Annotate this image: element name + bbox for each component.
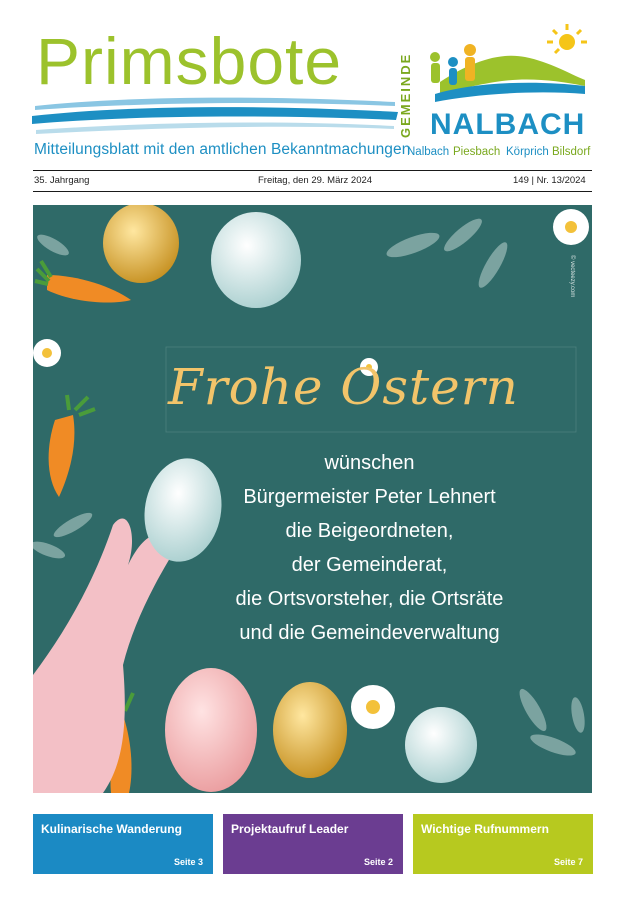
issue-date: Freitag, den 29. März 2024 [258, 175, 373, 186]
greeting-line [90, 622, 625, 645]
image-copyright: © vecteezy.com [569, 255, 575, 298]
teaser-page: Seite 2 [363, 857, 393, 867]
greeting-line [90, 588, 625, 611]
greeting-line-2: Bürgermeister Peter Lehnert [243, 486, 496, 508]
greeting-line [90, 554, 625, 577]
municipality-logo-icon [425, 22, 590, 107]
newspaper-title: Primsbote [36, 24, 343, 98]
greeting-line [90, 486, 625, 509]
volume-text: 35. Jahrgang [34, 175, 90, 186]
greeting-line-6: und die Gemeindeverwaltung [239, 622, 500, 644]
greeting-line [90, 520, 625, 543]
greeting-line-3: die Beigeordneten, [285, 520, 454, 542]
teaser-title: Wichtige Rufnummern [421, 822, 549, 836]
teaser-wichtige-rufnummern[interactable] [413, 814, 593, 874]
teaser-projektaufruf-leader[interactable] [223, 814, 403, 874]
easter-headline: Frohe Ostern [168, 358, 519, 416]
gemeinde-label: GEMEINDE [398, 52, 413, 138]
greeting-line-4: der Gemeinderat, [291, 554, 448, 576]
greeting-line-1: wünschen [324, 452, 415, 474]
teaser-page: Seite 3 [173, 857, 203, 867]
teaser-title: Projektaufruf Leader [231, 822, 349, 836]
teaser-page: Seite 7 [553, 857, 583, 867]
issue-number: 149 | Nr. 13/2024 [513, 175, 586, 186]
village-bilsdorf: Bilsdorf [552, 146, 591, 158]
teaser-title: Kulinarische Wanderung [41, 822, 182, 836]
greeting-line-5: die Ortsvorsteher, die Ortsräte [235, 588, 504, 610]
newspaper-subtitle: Mitteilungsblatt mit den amtlichen Bekanntmachungen [34, 141, 411, 158]
greeting-line [90, 452, 625, 475]
village-piesbach: Piesbach [453, 146, 501, 158]
municipality-name: NALBACH [430, 108, 586, 141]
village-nalbach: Nalbach [407, 146, 450, 158]
village-koerprich: Körprich [506, 146, 549, 158]
water-wave-graphic [30, 92, 400, 140]
teaser-kulinarische-wanderung[interactable] [33, 814, 213, 874]
